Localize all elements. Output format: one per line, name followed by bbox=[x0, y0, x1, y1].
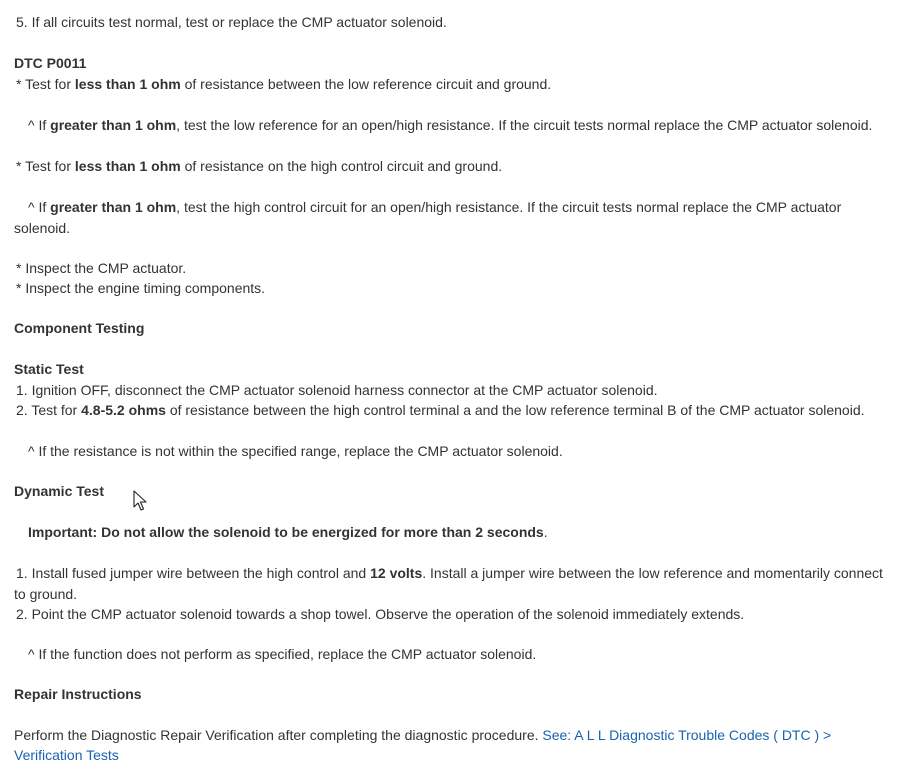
dynamic-step-1: 1. Install fused jumper wire between the high control and 12 volts. Install a jumper wire between the low reference and momentarily connect bbox=[16, 565, 883, 581]
static-step-1: 1. Ignition OFF, disconnect the CMP actuator solenoid harness connector at the CMP actuator solenoid. bbox=[16, 382, 658, 398]
dtc-item-2: * Test for less than 1 ohm of resistance on the high control circuit and ground. bbox=[16, 158, 503, 174]
mouse-pointer-icon bbox=[133, 490, 149, 512]
dynamic-step-1-continuation: to ground. bbox=[14, 586, 78, 602]
static-sub: ^ If the resistance is not within the specified range, replace the CMP actuator solenoid. bbox=[28, 443, 563, 459]
static-step-2: 2. Test for 4.8-5.2 ohms of resistance between the high control terminal a and the low reference terminal B of the CMP actuator solenoid. bbox=[16, 402, 865, 418]
dtc-heading: DTC P0011 bbox=[14, 55, 87, 71]
dynamic-test-heading: Dynamic Test bbox=[14, 483, 104, 499]
repair-instructions-heading: Repair Instructions bbox=[14, 686, 142, 702]
component-testing-heading: Component Testing bbox=[14, 320, 145, 336]
dtc-sub-2-continuation: solenoid. bbox=[14, 220, 71, 236]
dtc-item-1: * Test for less than 1 ohm of resistance between the low reference circuit and ground. bbox=[16, 76, 552, 92]
repair-link-continuation bbox=[14, 745, 899, 765]
important-note: Important: Do not allow the solenoid to be energized for more than 2 seconds. bbox=[28, 524, 548, 540]
repair-text: Perform the Diagnostic Repair Verification after completing the diagnostic procedure. See: A L L Diagnostic Trouble Codes ( DTC ) > bbox=[14, 727, 832, 743]
dtc-item-3: * Inspect the CMP actuator. bbox=[16, 260, 187, 276]
dynamic-step-2: 2. Point the CMP actuator solenoid towards a shop towel. Observe the operation of the solenoid immediately extends. bbox=[16, 606, 745, 622]
verification-tests-link[interactable]: See: A L L Diagnostic Trouble Codes ( DTC ) > bbox=[542, 727, 832, 743]
dtc-sub-2: ^ If greater than 1 ohm, test the high control circuit for an open/high resistance. If the circuit tests normal replace the CMP actuator bbox=[28, 199, 842, 215]
dtc-sub-1: ^ If greater than 1 ohm, test the low reference for an open/high resistance. If the circuit tests normal replace the CMP actuator solenoid. bbox=[28, 117, 873, 133]
step-5: 5. If all circuits test normal, test or replace the CMP actuator solenoid. bbox=[16, 14, 447, 30]
dtc-item-4: * Inspect the engine timing components. bbox=[16, 280, 266, 296]
static-test-heading: Static Test bbox=[14, 361, 84, 377]
verification-tests-link-continuation[interactable]: Verification Tests bbox=[14, 747, 119, 763]
dynamic-sub: ^ If the function does not perform as specified, replace the CMP actuator solenoid. bbox=[28, 646, 537, 662]
